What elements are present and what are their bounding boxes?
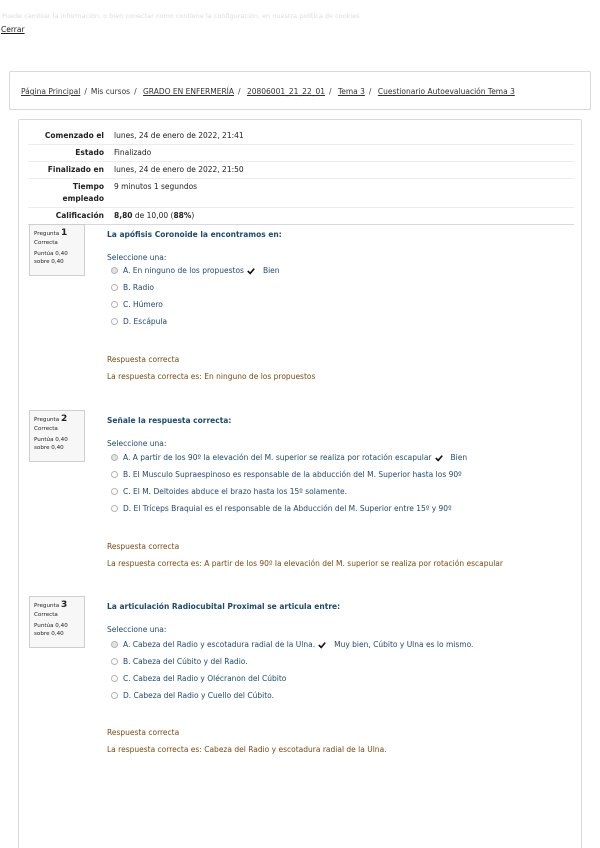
question-prompt-2: Seleccione una: [107,439,167,448]
radio-icon[interactable] [111,505,118,512]
radio-icon[interactable] [111,284,118,291]
breadcrumb-topic[interactable]: Tema 3 [337,87,365,96]
question-text-1: La apófisis Coronoide la encontramos en: [107,230,282,239]
radio-icon[interactable] [111,692,118,699]
answer-option[interactable]: B. Cabeza del Cúbito y del Radio. [111,657,248,666]
summary-row-time: Tiempo empleado 9 minutos 1 segundos [28,179,574,208]
breadcrumb-container [9,71,591,110]
radio-icon[interactable] [111,301,118,308]
breadcrumb-home[interactable]: Página Principal [21,87,81,96]
quiz-review-panel [18,119,582,848]
answer-option[interactable]: B. Radio [111,283,154,292]
summary-row-started: Comenzado el lunes, 24 de enero de 2022, 21:41 [28,128,574,145]
question-info-2: Pregunta 2 Correcta Puntúa 0,40 sobre 0,40 [29,410,85,462]
answer-option[interactable]: C. El M. Deltoides abduce el brazo hasta los 15º solamente. [111,487,347,496]
radio-icon[interactable] [111,488,118,495]
question-prompt-3: Seleccione una: [107,625,167,634]
question-text-2: Señale la respuesta correcta: [107,416,232,425]
answer-option[interactable]: A. Cabeza del Radio y escotadura radial de la Ulna. Muy bien, Cúbito y Ulna es lo mismo. [111,640,473,649]
breadcrumb-course[interactable]: GRADO EN ENFERMERÍA [143,87,235,96]
breadcrumb-quiz[interactable]: Cuestionario Autoevaluación Tema 3 [377,87,515,96]
answer-option[interactable]: C. Húmero [111,300,163,309]
radio-selected-icon[interactable] [111,267,118,274]
answer-option[interactable]: D. Cabeza del Radio y Cuello del Cúbito. [111,691,274,700]
checkmark-icon [247,267,255,275]
answer-option[interactable]: D. Escápula [111,317,167,326]
radio-icon[interactable] [111,471,118,478]
breadcrumb-my-courses[interactable]: Mis cursos [90,87,131,96]
breadcrumb: Página Principal / Mis cursos / GRADO EN ENFERMERÍA / 20806001_21_22_01 / Tema 3 / Cuestionario Autoevaluación Tema 3 [21,87,515,96]
radio-icon[interactable] [111,318,118,325]
summary-row-grade: Calificación 8,80 de 10,00 (88%) [28,208,574,225]
right-answer-text-2: La respuesta correcta es: A partir de los 90º la elevación del M. superior se realiza por rotación escapular [107,559,503,568]
question-info-3: Pregunta 3 Correcta Puntúa 0,40 sobre 0,40 [29,596,85,648]
question-prompt-1: Seleccione una: [107,253,167,262]
checkmark-icon [435,454,443,462]
answer-option[interactable]: D. El Tríceps Braquial es el responsable de la Abducción del M. Superior entre 15º y 90º [111,504,452,513]
summary-row-state: Estado Finalizado [28,145,574,162]
attempt-summary-table [28,128,574,225]
summary-row-finished: Finalizado en lunes, 24 de enero de 2022, 21:50 [28,162,574,179]
checkmark-icon [318,641,326,649]
radio-selected-icon[interactable] [111,454,118,461]
right-answer-text-1: La respuesta correcta es: En ninguno de los propuestos [107,372,316,381]
outcome-text-3: Respuesta correcta [107,728,180,737]
breadcrumb-course-code[interactable]: 20806001_21_22_01 [246,87,326,96]
outcome-text-1: Respuesta correcta [107,355,180,364]
close-link[interactable]: Cerrar [1,25,25,34]
question-info-1: Pregunta 1 Correcta Puntúa 0,40 sobre 0,40 [29,224,85,276]
answer-option[interactable]: B. El Musculo Supraespinoso es responsable de la abducción del M. Superior hasta los 90º [111,470,462,479]
question-text-3: La articulación Radiocubital Proximal se articula entre: [107,602,341,611]
cookie-notice-text: Puede cambiar la información, o bien conectar como contiene la configuración, en nuestra política de cookies [2,12,360,20]
outcome-text-2: Respuesta correcta [107,542,180,551]
answer-option[interactable]: A. A partir de los 90º la elevación del M. superior se realiza por rotación escapular Bien [111,453,467,462]
radio-selected-icon[interactable] [111,641,118,648]
right-answer-text-3: La respuesta correcta es: Cabeza del Radio y escotadura radial de la Ulna. [107,745,387,754]
radio-icon[interactable] [111,658,118,665]
answer-option[interactable]: A. En ninguno de los propuestos Bien [111,266,280,275]
answer-option[interactable]: C. Cabeza del Radio y Olécranon del Cúbito [111,674,286,683]
radio-icon[interactable] [111,675,118,682]
